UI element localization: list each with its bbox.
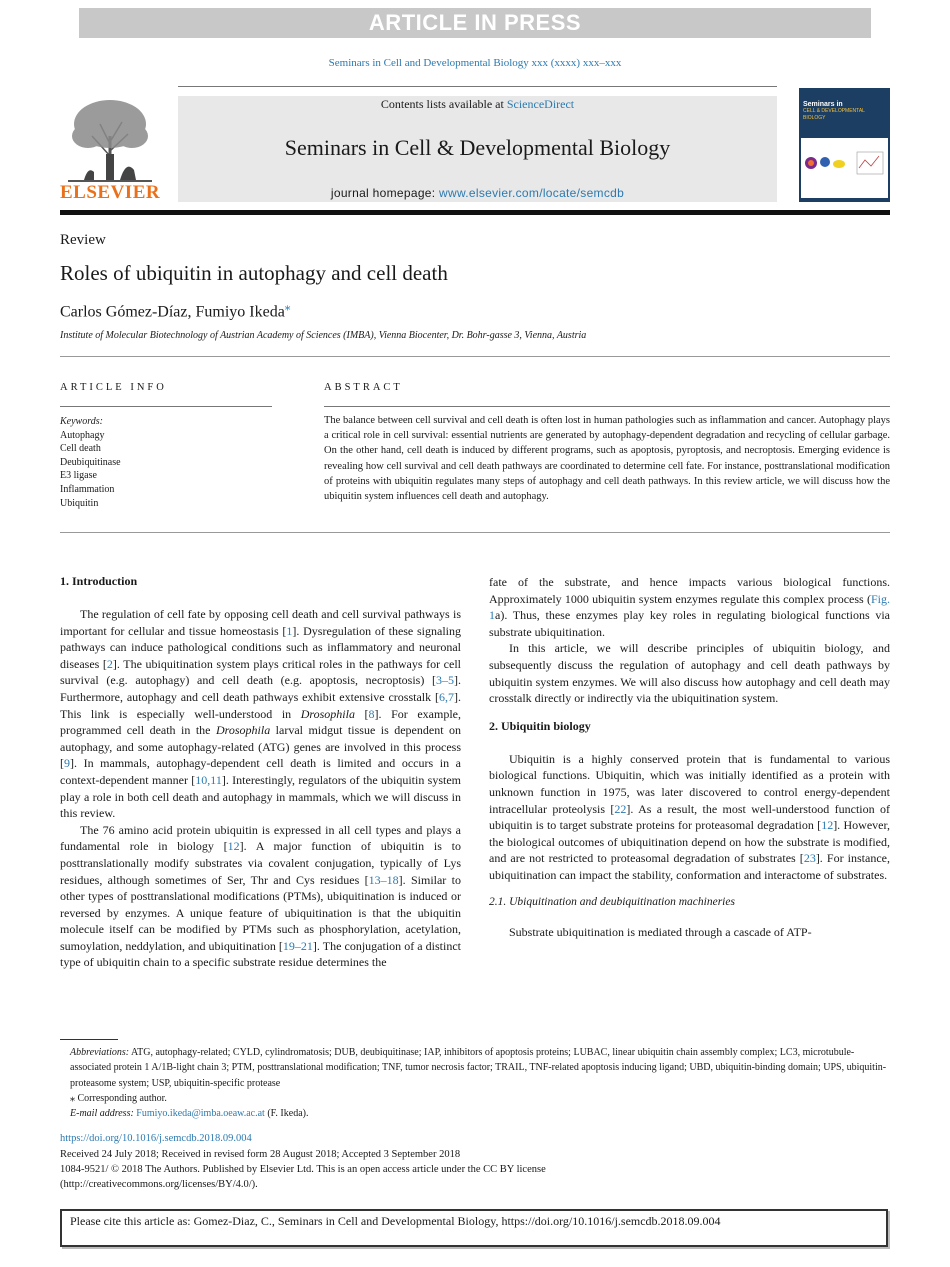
journal-homepage-line xyxy=(178,186,777,200)
citation-link[interactable]: 23 xyxy=(803,851,816,866)
contents-available-line xyxy=(178,97,777,112)
citation-link[interactable]: 12 xyxy=(227,839,240,854)
author-affiliation: Institute of Molecular Biotechnology of Austrian Academy of Sciences (IMBA), Vienna Biocenter, Dr. Bohr-gasse 3, Vienna, Austria xyxy=(60,330,587,341)
keyword-item: Ubiquitin xyxy=(60,497,99,509)
introduction-paragraph-2-continued: fate of the substrate, and hence impacts various biological functions. Approximately 1000 ubiquitin system enzymes regulate this complex process (Fig. 1a). Thus, these enzymes play key roles in regulating biological functions via substrate ubiquitination. xyxy=(489,575,890,639)
elsevier-wordmark: ELSEVIER xyxy=(60,182,161,203)
corresponding-author-mark[interactable]: ⁎ xyxy=(284,301,291,313)
abbreviations-label: Abbreviations: xyxy=(70,1047,130,1058)
section-heading-introduction: 1. Introduction xyxy=(60,574,138,588)
citation-link[interactable]: 8 xyxy=(368,706,375,721)
footnotes xyxy=(60,1045,890,1121)
doi-link[interactable]: https://doi.org/10.1016/j.semcdb.2018.09.004 xyxy=(60,1133,252,1144)
subsection-heading-machineries: 2.1. Ubiquitination and deubiquitination machineries xyxy=(489,895,735,908)
abstract-bottom-rule xyxy=(60,532,890,533)
introduction-paragraph-2: The 76 amino acid protein ubiquitin is expressed in all cell types and plays a fundamental role in biology [12]. A major function of ubiquitin is to posttranslationally modify substrates via covalent conjugation, typically of Lys residues, although sometimes of Ser, Thr and Cys residues [13–18]. Similar to other types of posttranslational modifications (PTMs), ubiquitination is induced or reversed by enzymes. A unique feature of ubiquitination is that the ubiquitin molecule itself can be modified by PTMs such as phosphorylation, acetylation, sumoylation, neddylation, and ubiquitination [19–21]. The conjugation of a distinct type of ubiquitin chain to a specific substrate residue determines the xyxy=(60,822,462,970)
cover-figure-area xyxy=(801,138,888,198)
abstract-heading: ABSTRACT xyxy=(324,382,403,393)
abbreviations-footnote xyxy=(60,1045,890,1091)
license-url[interactable]: (http://creativecommons.org/licenses/BY/4.0/). xyxy=(60,1179,258,1190)
citation-link[interactable]: 19–21 xyxy=(282,938,313,953)
citation-link[interactable]: 9 xyxy=(64,756,70,771)
header-thick-rule xyxy=(60,210,890,215)
citation-link[interactable]: 3–5 xyxy=(436,673,454,688)
author-names: Carlos Gómez-Díaz, Fumiyo Ikeda xyxy=(60,303,285,321)
journal-title: Seminars in Cell & Developmental Biology xyxy=(284,135,671,160)
keyword-item: Deubiquitinase xyxy=(60,456,121,468)
citation-link[interactable]: 1 xyxy=(286,623,293,638)
keywords-list xyxy=(60,415,121,510)
keyword-item: Autophagy xyxy=(60,429,105,441)
footnote-rule xyxy=(60,1039,118,1040)
abstract-rule xyxy=(324,406,890,407)
section-heading-ubiquitin-biology: 2. Ubiquitin biology xyxy=(489,718,591,733)
author-list xyxy=(60,300,290,321)
article-info-heading: ARTICLE INFO xyxy=(60,382,167,393)
license-statement: 1084-9521/ © 2018 The Authors. Published by Elsevier Ltd. This is an open access article under the CC BY license xyxy=(60,1164,546,1175)
citation-link[interactable]: 22 xyxy=(614,801,627,816)
cover-figure-icon xyxy=(801,138,888,198)
contents-prefix: Contents lists available at xyxy=(380,97,507,111)
citation-link[interactable]: 10,11 xyxy=(195,772,222,787)
email-footnote xyxy=(60,1106,890,1121)
article-in-press-banner: ARTICLE IN PRESS xyxy=(79,8,871,38)
ubiquitin-biology-paragraph: Ubiquitin is a highly conserved protein that is fundamental to various biological functions. Ubiquitin, which was initially identified as a protein with unknown function in 1975, was later discovered to control energy-dependent intracellular proteolysis [22]. As a result, the most well-understood function of ubiquitin is to target substrate proteins for proteasomal degradation [12]. However, the biological outcomes of ubiquitination depend on how the substrate is modified, and are not restricted to proteasomal degradation of substrates [23]. For instance, ubiquitination can impact the stability, conformation and interactome of substrates. xyxy=(489,751,890,882)
journal-homepage-link[interactable]: www.elsevier.com/locate/semcdb xyxy=(439,186,625,200)
keyword-item: Cell death xyxy=(60,443,101,455)
corresponding-author-note: ⁎ Corresponding author. xyxy=(70,1092,167,1104)
keyword-item: Inflammation xyxy=(60,483,115,495)
homepage-prefix: journal homepage: xyxy=(330,186,440,200)
email-suffix: (F. Ikeda). xyxy=(264,1108,309,1120)
citation-link[interactable]: 2 xyxy=(106,656,113,671)
affiliation-rule xyxy=(60,356,890,357)
sciencedirect-link[interactable]: ScienceDirect xyxy=(506,97,575,111)
citation-text: Please cite this article as: Gomez-Diaz, C., Seminars in Cell and Developmental Biology, https://doi.org/10.1016/j.semcdb.2018.09.004 xyxy=(70,1214,721,1228)
body-column-right xyxy=(489,574,890,940)
article-info-rule xyxy=(60,406,272,407)
introduction-paragraph-1: The regulation of cell fate by opposing cell death and cell survival pathways is important for cellular and tissue homeostasis [1]. Dysregulation of these signaling pathways can induce pathological conditions such as inflammatory and neuronal diseases [2]. The ubiquitination system plays critical roles in the pathways for cell survival (e.g. autophagy) and cell death (e.g. apoptosis, necroptosis) [3–5]. Furthermore, autophagy and cell death pathways exhibit extensive crosstalk [6,7]. This link is especially well-understood in Drosophila [8]. For example, programmed cell death in the Drosophila larval midgut tissue is dependent on autophagy, and some autophagy-related (ATG) genes are involved in this process [9]. In mammals, autophagy-dependent cell death is limited and occurs in a context-dependent manner [10,11]. Interestingly, regulators of the ubiquitin system play a role in both cell death and autophagy in mammals, which we will discuss in this review. xyxy=(60,607,462,821)
cover-title-sub: CELL & DEVELOPMENTAL BIOLOGY xyxy=(803,108,865,121)
header-top-rule xyxy=(178,86,777,87)
citation-link[interactable]: 13–18 xyxy=(368,872,399,887)
introduction-paragraph-3: In this article, we will describe principles of ubiquitin biology, and subsequently discuss the regulation of autophagy and cell death pathways by ubiquitin system enzymes. We will also discuss how autophagy and cell death may crosstalk directly or indirectly via the ubiquitination system. xyxy=(489,641,890,706)
keyword-item: E3 ligase xyxy=(60,470,97,482)
received-dates: Received 24 July 2018; Received in revised form 28 August 2018; Accepted 3 September 2018 xyxy=(60,1149,461,1160)
figure-link[interactable]: Fig. 1 xyxy=(489,591,890,623)
body-column-left xyxy=(60,574,461,971)
cover-title xyxy=(803,101,888,122)
email-link[interactable]: Fumiyo.ikeda@imba.oeaw.ac.at xyxy=(136,1108,265,1120)
journal-reference-link[interactable]: Seminars in Cell and Developmental Biology xxx (xxxx) xxx–xxx xyxy=(328,57,622,69)
article-type-label: Review xyxy=(60,232,106,248)
citation-link[interactable]: 12 xyxy=(821,818,834,833)
keywords-label: Keywords: xyxy=(60,416,103,427)
article-title: Roles of ubiquitin in autophagy and cell death xyxy=(60,261,448,285)
machineries-paragraph: Substrate ubiquitination is mediated through a cascade of ATP- xyxy=(509,924,812,939)
abstract-text: The balance between cell survival and cell death is often lost in human pathologies such as inflammation and cancer. Autophagy plays a critical role in cell survival: essential nutrients are generated by autophagy-dependent degradation and recycling of cellular garbage. On the other hand, cell death is induced by different programs, such as apoptosis, pyroptosis, and necroptosis. Emerging evidence is revealing how cell survival and cell death pathways are coordinated to determine cell fate. For instance, posttranslational modification of proteins with ubiquitin regulates many steps of autophagy and cell death pathways. In this review article, we will discuss how the ubiquitin system influences cell death and autophagy. xyxy=(324,415,890,503)
citation-link[interactable]: 6,7 xyxy=(439,689,454,704)
cover-title-main: Seminars in xyxy=(803,101,843,108)
abbreviations-text: ATG, autophagy-related; CYLD, cylindromatosis; DUB, deubiquitinase; IAP, inhibitors of apoptosis proteins; LUBAC, linear ubiquitin chain assembly complex; LC3, microtubule-associated protein 1 A/1B-light chain 3; PTM, posttranslational modification; TNF, tumor necrosis factor; TRAIL, TNF-related apoptosis inducing ligand; UBD, ubiquitin-binding domain; UPS, ubiquitin-proteasome system; USP, ubiquitin-specific protease xyxy=(70,1047,887,1089)
email-label: E-mail address: xyxy=(70,1108,134,1120)
